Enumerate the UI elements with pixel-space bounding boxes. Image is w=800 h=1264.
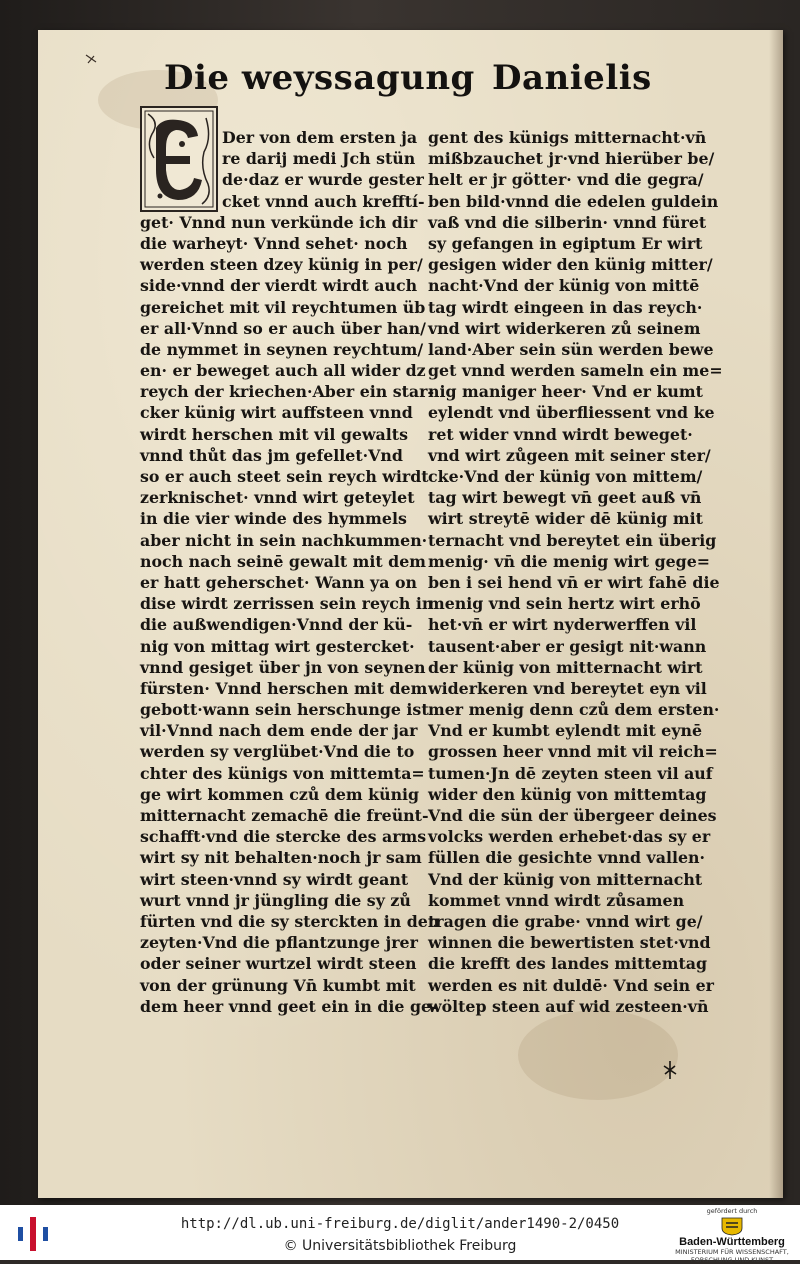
text-line: schafft·vnd die stercke des arms [140, 827, 427, 847]
text-line: winnen die bewertisten stet·vnd [428, 933, 711, 953]
text-line: er hatt geherschet· Wann ya on [140, 572, 417, 592]
text-line: nacht·Vnd der künig von mittē [428, 276, 700, 296]
text-line: nig maniger heer· Vnd er kumt [428, 382, 703, 402]
text-line: vnnd gesiget über jn von seynen [140, 657, 426, 677]
text-line: kommet vnnd wirdt zůsamen [428, 890, 685, 910]
text-line: ben i sei hend vn̄ er wirt fahē die [428, 572, 720, 592]
text-line: get· Vnnd nun verkünde ich dir [140, 212, 418, 232]
text-line: helt er jr götter· vnd die gegra/ [428, 170, 704, 190]
text-line: mitternacht zemachē die freünt- [140, 806, 429, 825]
text-line: vil·Vnnd nach dem ende der jar [140, 721, 418, 741]
text-line: Vnd er kumbt eylendt mit eynē [428, 721, 703, 741]
text-line: von der grünung Vn̄ kumbt mit [140, 975, 416, 995]
text-line: ternacht vnd bereytet ein überig [428, 530, 717, 550]
text-line: mißbzauchet jr·vnd hierüber be/ [428, 149, 715, 169]
text-line: menig vnd sein hertz wirt erhō [428, 594, 701, 614]
text-line: fürsten· Vnnd herschen mit dem [140, 678, 428, 698]
text-line: en· er beweget auch all wider dz [140, 361, 426, 381]
text-line: er all·Vnnd so er auch über han/ [140, 318, 426, 338]
text-line: noch nach seinē gewalt mit dem [140, 551, 426, 571]
text-line: nig von mittag wirt gestercket· [140, 636, 415, 656]
text-line: eylendt vnd überfliessent vnd ke [428, 403, 715, 423]
text-line: tag wirt bewegt vn̄ geet auß vn̄ [428, 488, 702, 508]
text-line: der künig von mitternacht wirt [428, 657, 703, 677]
text-line: de·daz er wurde gester [222, 170, 424, 190]
text-line: wöltep steen auf wid zesteen·vn̄ [428, 996, 709, 1016]
page-edge-shadow [769, 30, 783, 1198]
text-line: re darij medi Jch stün [222, 149, 416, 169]
text-line: gesigen wider den künig mitter/ [428, 255, 713, 275]
text-line: werden steen dzey künig in per/ [140, 255, 423, 275]
text-line: die krefft des landes mittemtag [428, 954, 708, 974]
text-line: aber nicht in sein nachkummen· [140, 530, 428, 550]
text-line: Der von dem ersten ja [222, 128, 418, 147]
text-line: tumen·Jn dē zeyten steen vil auf [428, 763, 713, 783]
text-line: zerknischet· vnnd wirt geteylet [140, 488, 415, 508]
text-line: side·vnnd der vierdt wirdt auch [140, 276, 418, 296]
text-line: füllen die gesichte vnnd vallen· [428, 848, 706, 868]
text-line: tausent·aber er gesigt nit·wann [428, 636, 707, 656]
text-line: cker künig wirt auffsteen vnnd [140, 403, 413, 423]
copyright-notice: © Universitätsbibliothek Freiburg [283, 1238, 517, 1254]
text-line: ret wider vnnd wirdt beweget· [428, 424, 693, 444]
text-line: vaß vnd die silberin· vnnd füret [428, 212, 707, 232]
text-line: werden es nit duldē· Vnd sein er [428, 975, 714, 995]
text-line: oder seiner wurtzel wirdt steen [140, 954, 417, 974]
text-line: land·Aber sein sün werden bewe [428, 339, 714, 359]
text-line: grossen heer vnnd mit vil reich= [428, 742, 718, 762]
text-line: de nymmet in seynen reychtum/ [140, 339, 424, 359]
text-line: Vnd der künig von mitternacht [428, 869, 703, 889]
text-line: sy gefangen in egiptum Er wirt [428, 233, 703, 253]
text-line: zeyten·Vnd die pflantzunge jrer [140, 933, 418, 953]
text-line: chter des künigs von mittemta= [140, 763, 425, 783]
text-column-right [428, 127, 753, 1017]
text-line: vnd wirt widerkeren zů seinem [428, 318, 701, 338]
paper-stain [518, 1010, 678, 1100]
text-line: tag wirdt eingeen in das reych· [428, 297, 703, 317]
sponsor-ministry: MINISTERIUM FÜR WISSENSCHAFT, FORSCHUNG UND KUNST [675, 1248, 789, 1264]
text-line: so er auch steet sein reych wirdt [140, 467, 429, 486]
state-crest-icon [718, 1216, 746, 1236]
viewer-footer [0, 1205, 800, 1264]
text-line: cket vnnd auch krefftí- [222, 191, 425, 211]
text-line: die warheyt· Vnnd sehet· noch [140, 233, 408, 253]
text-line: dem heer vnnd geet ein in die ge- [140, 996, 438, 1016]
permalink-url[interactable]: http://dl.ub.uni-freiburg.de/diglit/ander1490-2/0450 [180, 1216, 620, 1232]
text-line: vnnd thůt das jm gefellet·Vnd [140, 445, 403, 465]
text-line: wirdt herschen mit vil gewalts [140, 424, 408, 444]
text-line: cke·Vnd der künig von mittem/ [428, 467, 703, 486]
text-line: gereichet mit vil reychtumen üb [140, 297, 426, 317]
text-line: wirt streytē wider dē künig mit [428, 509, 703, 529]
running-head-right: Danielis [492, 58, 652, 98]
text-line: get vnnd werden sameln ein me= [428, 361, 723, 381]
text-line: fürten vnd die sy sterckten in den [140, 911, 440, 931]
text-line: vnd wirt zůgeen mit seiner ster/ [428, 445, 711, 465]
text-line: die außwendigen·Vnnd der kü- [140, 615, 413, 635]
ink-mark-icon [662, 1060, 678, 1080]
text-line: mer menig denn czů dem ersten· [428, 700, 720, 720]
text-line: wirt steen·vnnd sy wirdt geant [140, 869, 409, 889]
text-line: ben bild·vnnd die edelen guldein [428, 191, 719, 211]
text-line: dise wirdt zerrissen sein reych in [140, 594, 434, 614]
text-line: widerkeren vnd bereytet eyn vil [428, 678, 707, 698]
sponsor-badge [668, 1207, 796, 1264]
text-line: wirt sy nit behalten·noch jr sam [140, 848, 422, 868]
text-line: tragen die grabe· vnnd wirt ge/ [428, 911, 703, 931]
text-line: gebott·wann sein herschunge ist [140, 700, 429, 720]
text-line: wurt vnnd jr jüngling die sy zů [140, 890, 411, 910]
text-line: in die vier winde des hymmels [140, 509, 407, 529]
text-line: wider den künig von mittemtag [428, 784, 707, 804]
text-line: gent des künigs mitternacht·vn̄ [428, 128, 707, 147]
text-line: volcks werden erhebet·das sy er [428, 827, 711, 847]
running-head-left: Die weyssagung [164, 58, 475, 98]
text-line: ge wirt kommen czů dem künig [140, 784, 420, 804]
text-column-left [140, 127, 440, 1017]
sponsor-caption: gefördert durch [706, 1207, 758, 1215]
text-line: menig· vn̄ die menig wirt gege= [428, 551, 710, 571]
text-line: werden sy verglübet·Vnd die to [140, 742, 415, 762]
ink-mark-icon [84, 52, 98, 66]
text-line: reych der kriechen·Aber ein star- [140, 382, 435, 402]
text-line: het·vn̄ er wirt nyderwerffen vil [428, 615, 697, 635]
sponsor-name: Baden-Württemberg [679, 1236, 785, 1248]
text-line: Vnd die sün der übergeer deines [428, 806, 717, 825]
